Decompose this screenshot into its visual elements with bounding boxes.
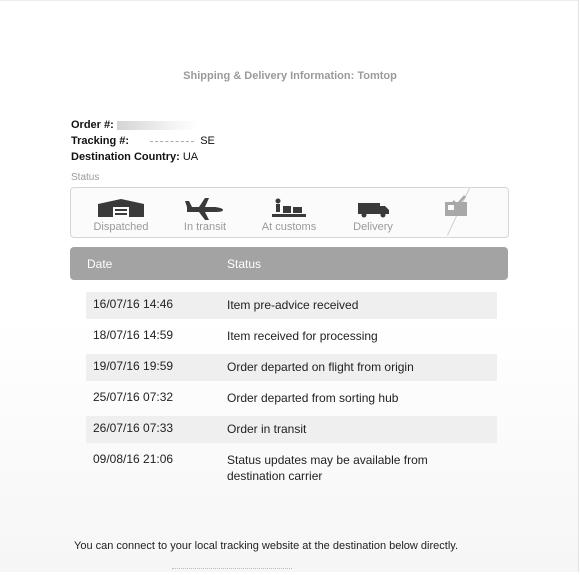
event-status: Order departed from sorting hub bbox=[227, 391, 399, 405]
status-label: Status bbox=[71, 172, 100, 183]
step-dispatched bbox=[79, 188, 163, 237]
table-row bbox=[86, 354, 497, 381]
tracking-number-redacted bbox=[150, 141, 194, 142]
order-number-redacted bbox=[117, 121, 197, 130]
truncated-content bbox=[172, 568, 292, 575]
order-number-label: Order #: bbox=[71, 119, 114, 131]
tracking-number-row bbox=[71, 133, 215, 149]
warehouse-icon bbox=[97, 198, 145, 218]
event-date: 25/07/16 07:32 bbox=[93, 390, 174, 404]
page-title: Shipping & Delivery Information: Tomtop bbox=[183, 70, 397, 82]
step-delivery bbox=[331, 188, 415, 237]
truck-icon bbox=[356, 198, 390, 218]
event-status: Item pre-advice received bbox=[227, 298, 359, 312]
event-date: 26/07/16 07:33 bbox=[93, 421, 174, 435]
event-status: Order in transit bbox=[227, 422, 307, 436]
status-progress bbox=[70, 187, 509, 238]
step-at-customs bbox=[247, 188, 331, 237]
event-date: 19/07/16 19:59 bbox=[93, 359, 174, 373]
destination-country-row bbox=[71, 149, 215, 165]
events-table-body bbox=[86, 292, 497, 491]
tracking-number-suffix: SE bbox=[200, 135, 215, 147]
event-date: 18/07/16 14:59 bbox=[93, 328, 174, 342]
column-header-date: Date bbox=[87, 257, 113, 271]
customs-icon bbox=[272, 198, 306, 218]
event-status: Item received for processing bbox=[227, 329, 378, 343]
destination-country-value: UA bbox=[182, 151, 199, 163]
local-tracking-note: You can connect to your local tracking website at the destination below directly. bbox=[74, 540, 459, 552]
airplane-icon bbox=[185, 198, 225, 220]
column-header-status: Status bbox=[227, 257, 262, 271]
event-date: 16/07/16 14:46 bbox=[93, 297, 174, 311]
step-label: Dispatched bbox=[93, 221, 149, 233]
table-row bbox=[86, 292, 497, 319]
delivered-box-icon bbox=[443, 194, 469, 218]
event-status: Order departed on flight from origin bbox=[227, 360, 414, 374]
step-label: In transit bbox=[183, 221, 227, 233]
table-row bbox=[86, 385, 497, 412]
table-row bbox=[86, 447, 497, 491]
step-delivered bbox=[421, 188, 491, 237]
step-label: At customs bbox=[261, 221, 317, 233]
tracking-number-label: Tracking #: bbox=[71, 135, 130, 147]
events-table-header bbox=[70, 247, 508, 280]
order-number-row bbox=[71, 117, 215, 133]
order-info bbox=[71, 117, 215, 165]
step-label: Delivery bbox=[353, 221, 393, 233]
event-date: 09/08/16 21:06 bbox=[93, 452, 174, 466]
destination-country-label: Destination Country: bbox=[71, 151, 180, 163]
table-row bbox=[86, 323, 497, 350]
table-row bbox=[86, 416, 497, 443]
event-status: Status updates may be available from destination carrier bbox=[227, 453, 428, 483]
step-in-transit bbox=[163, 188, 247, 237]
